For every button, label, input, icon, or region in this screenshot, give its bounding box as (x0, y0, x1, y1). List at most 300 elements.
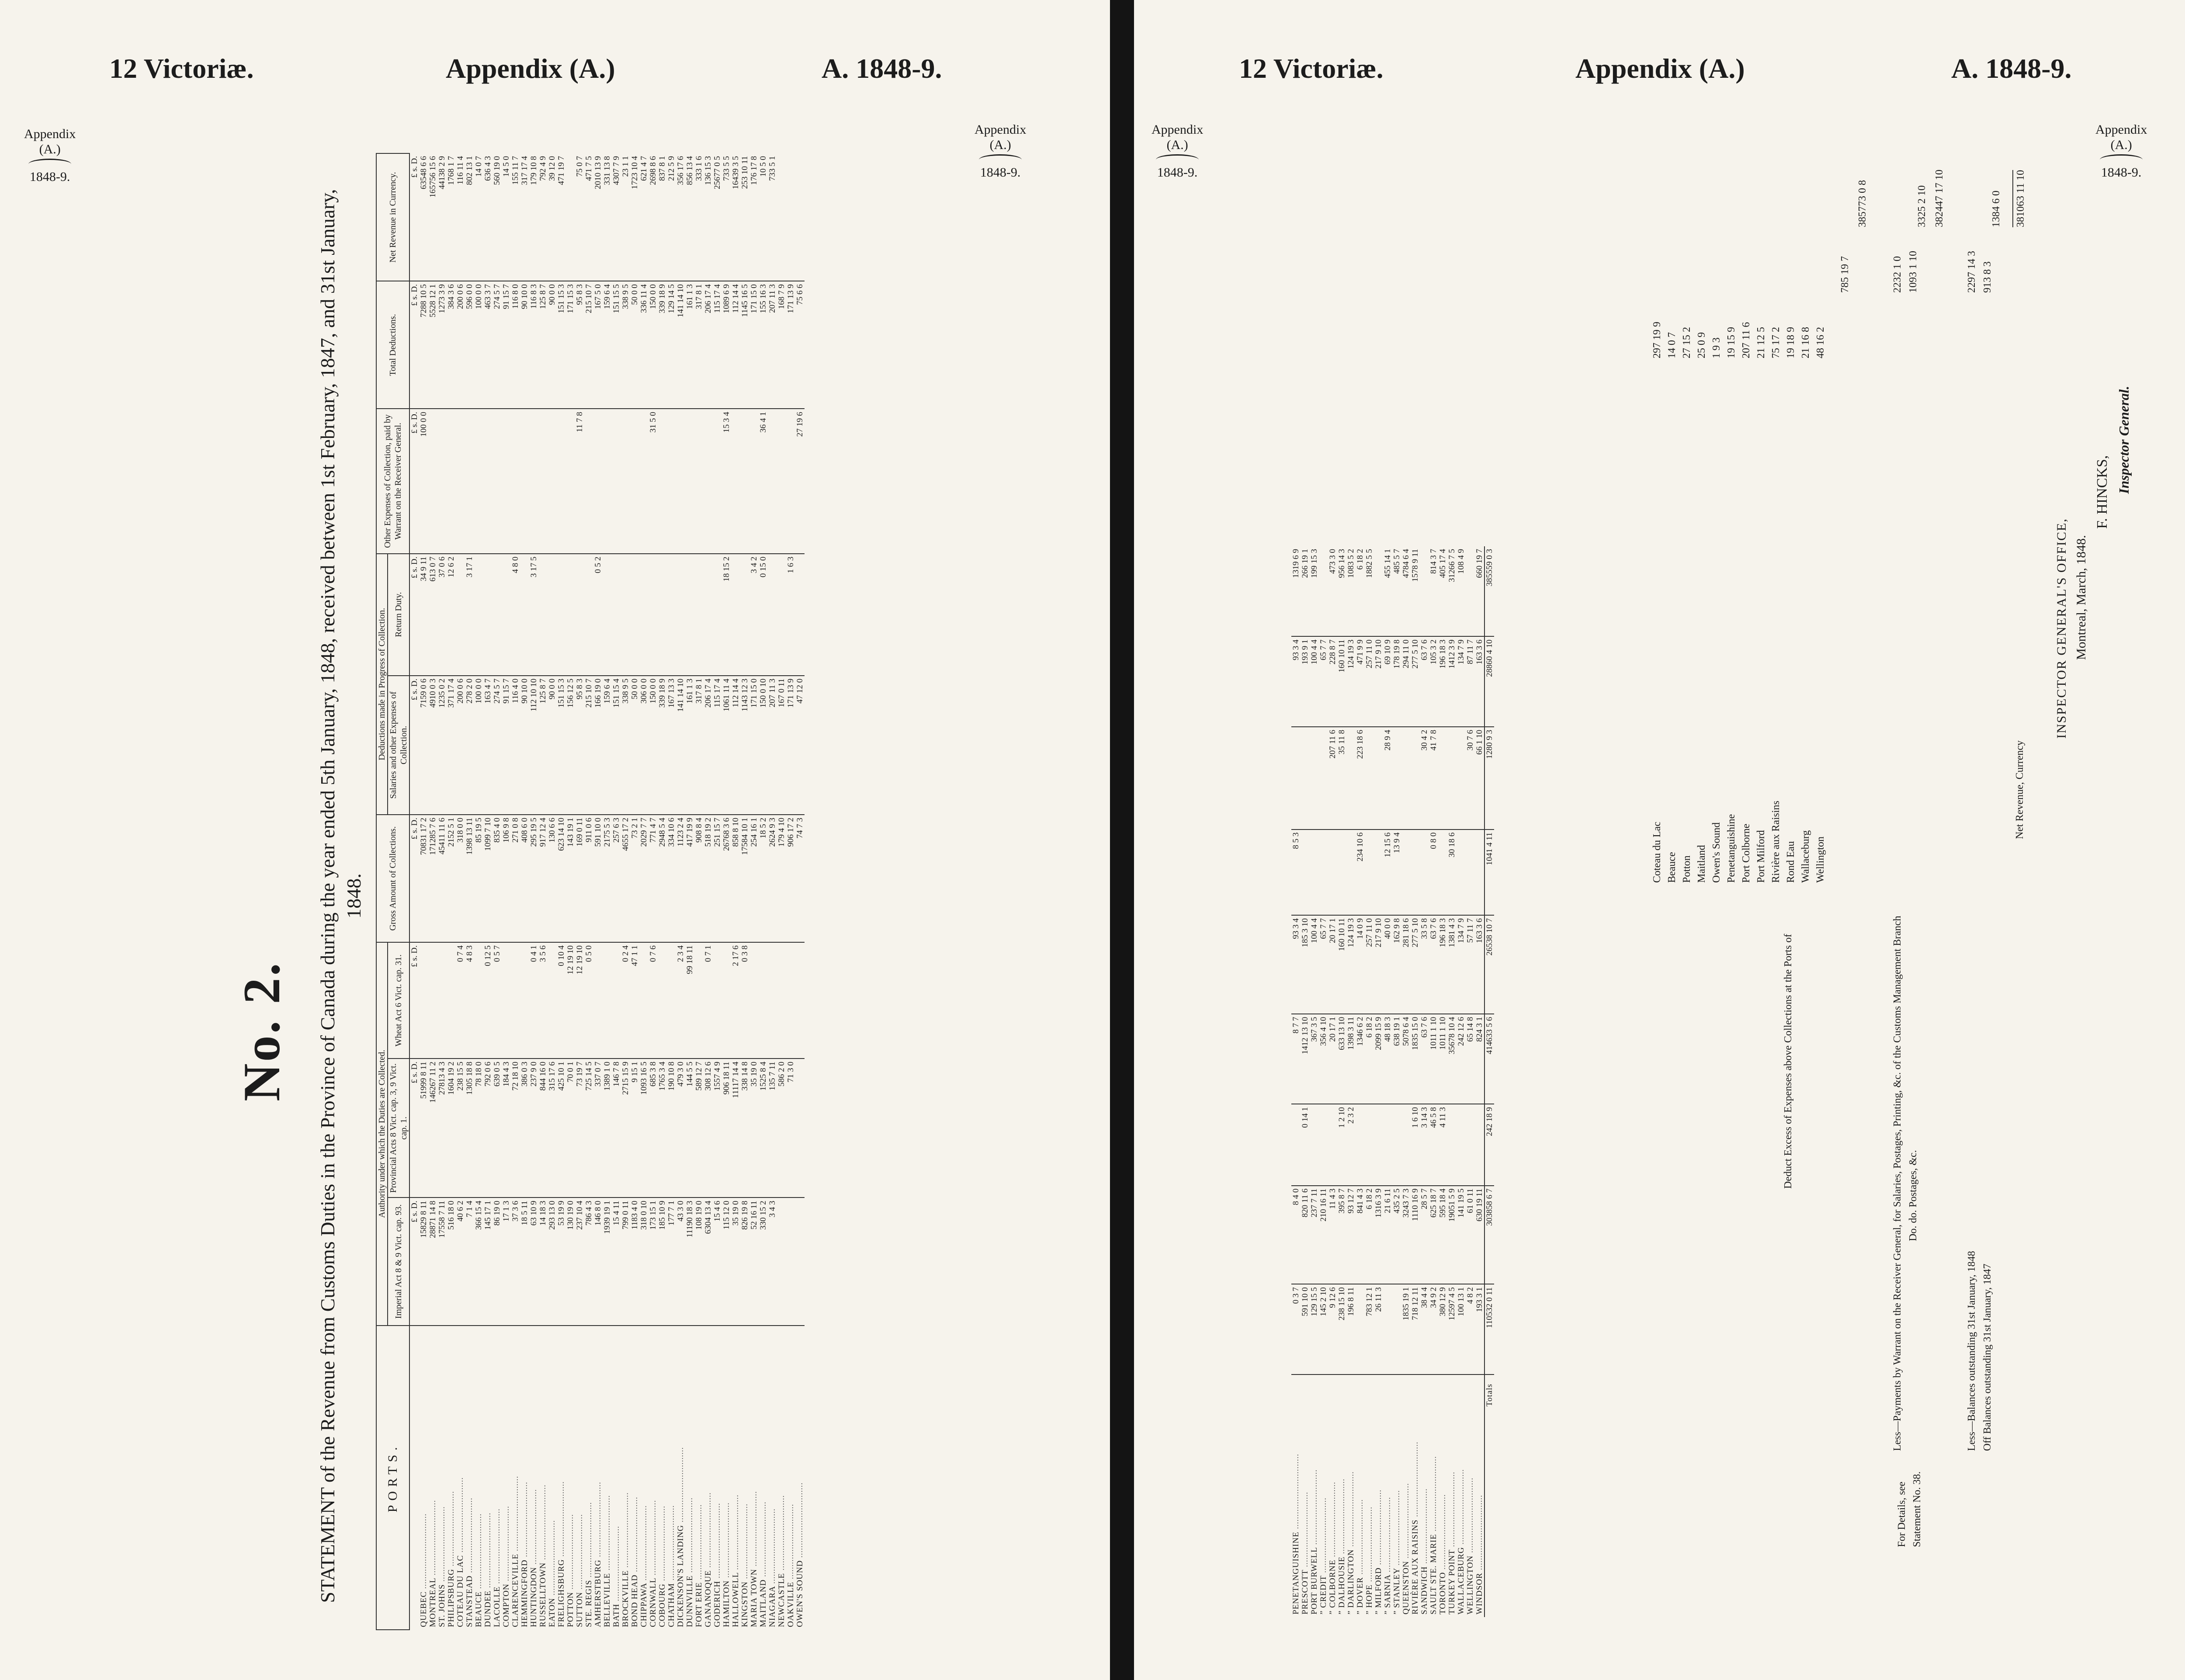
cell-wheat (749, 942, 759, 1059)
table-row (1346, 546, 1356, 1617)
deduct-port-row (1754, 227, 1769, 883)
cell-net: 2698 8 6 (649, 153, 658, 281)
cell-total: 151 15 5 (612, 281, 621, 409)
cell-return (1374, 830, 1383, 915)
cell-net (1420, 546, 1429, 636)
deduct-port-row (1650, 227, 1665, 883)
cell-total: 150 0 0 (649, 281, 658, 409)
cell-gross: 633 13 10 (1337, 1014, 1346, 1104)
header-appendix: Appendix (A.) (1575, 53, 1745, 84)
cell-net: 136 15 3 (704, 153, 713, 281)
cell-return (713, 554, 722, 676)
cell-return: 3 4 2 (749, 554, 759, 676)
cell-return (795, 554, 805, 676)
cell-total: 168 7 9 (777, 281, 786, 409)
cell-return (685, 554, 694, 676)
cell-total: 1412 3 9 (1447, 636, 1457, 726)
cell-imperial: 86 19 0 (492, 1198, 502, 1325)
cell-provincial: 237 7 11 (1310, 1186, 1319, 1284)
cell-salaries: 151 15 4 (612, 676, 621, 815)
cell-salaries: 116 4 0 (511, 676, 520, 815)
header-appendix: Appendix (A.) (446, 53, 615, 84)
port-name: KINGSTON .............................. (740, 1503, 749, 1627)
table-row (1328, 546, 1337, 1617)
cell-imperial: 193 3 1 (1475, 1284, 1484, 1375)
cell-gross: 271 0 8 (511, 815, 520, 942)
table-row (667, 153, 676, 1630)
table-row (1310, 546, 1319, 1617)
cell-gross: 74 7 3 (795, 815, 805, 942)
table-row (649, 153, 658, 1630)
cell-net: 266 19 1 (1301, 546, 1310, 636)
cell-other (1301, 727, 1310, 830)
deduct-port-name: Wellington (1815, 836, 1826, 883)
cell-wheat (1374, 1104, 1383, 1185)
deduct-port-amount: 1 9 3 (1711, 337, 1722, 358)
cell-return (768, 554, 777, 676)
cell-total: 7288 10 5 (419, 281, 428, 409)
cell-total: 124 19 3 (1346, 636, 1356, 726)
cell-net: 75 0 7 (575, 153, 584, 281)
cell-wheat: 0 7 1 (704, 942, 713, 1059)
cell-net (786, 153, 795, 281)
cell-gross: 45411 11 6 (437, 815, 447, 942)
port-name: ” CREDIT .............................. (1319, 1497, 1328, 1614)
cell-other (603, 409, 612, 553)
cell-gross: 63 7 6 (1420, 1014, 1429, 1104)
cell-other (492, 409, 502, 553)
cell-gross: 334 10 6 (667, 815, 676, 942)
cell-wheat (612, 942, 621, 1059)
cell-provincial: 238 15 5 (456, 1059, 465, 1198)
cell-provincial: 78 18 0 (474, 1059, 483, 1198)
deduct-net: 385773 0 8 (1857, 180, 1868, 227)
port-name: BROCKVILLE .............................. (621, 1492, 630, 1627)
cell-wheat (759, 942, 768, 1059)
cell-wheat (1319, 1104, 1328, 1185)
table-row (1401, 546, 1411, 1617)
units-label: £ s. D. (409, 153, 419, 281)
deduct-port-row (1679, 227, 1694, 883)
cell-salaries: 163 4 7 (483, 676, 492, 815)
revenue-table-continued-body (1291, 546, 1494, 1617)
port-name: NIAGARA .............................. (768, 1508, 777, 1627)
port-name: COMPTON .............................. (502, 1506, 511, 1627)
cell-wheat (447, 942, 456, 1059)
cell-total: 129 14 5 (667, 281, 676, 409)
cell-gross: 518 19 2 (704, 815, 713, 942)
deduct-port-amount: 48 16 2 (1815, 327, 1826, 358)
table-row (676, 153, 685, 1630)
cell-gross: 356 4 10 (1319, 1014, 1328, 1104)
cell-imperial: 7 1 4 (465, 1198, 474, 1325)
cell-imperial: 1939 19 1 (603, 1198, 612, 1325)
cell-salaries: 125 8 7 (538, 676, 548, 815)
cell-wheat: 0 7 4 (456, 942, 465, 1059)
cell-total: 125 8 7 (538, 281, 548, 409)
deduct-port-amount: 14 0 7 (1666, 332, 1678, 358)
table-row (786, 153, 795, 1630)
cell-other (630, 409, 639, 553)
cell-provincial: 1305 18 8 (465, 1059, 474, 1198)
port-name: NEWCASTLE .............................. (777, 1495, 786, 1627)
cell-gross: 2175 5 3 (603, 815, 612, 942)
cell-gross: 171285 7 6 (428, 815, 437, 942)
cell-salaries: 217 9 10 (1374, 915, 1383, 1014)
table-row (731, 153, 740, 1630)
table-row (538, 153, 548, 1630)
cell-return (621, 554, 630, 676)
cell-imperial: 11190 18 3 (685, 1198, 694, 1325)
cell-wheat (1466, 1104, 1475, 1185)
port-name: HAMILTON .............................. (722, 1502, 731, 1627)
cell-return (1457, 830, 1466, 915)
cell-other (548, 409, 557, 553)
cell-gross: 5078 6 4 (1401, 1014, 1411, 1104)
cell-total: 171 13 9 (786, 281, 795, 409)
cell-other (768, 409, 777, 553)
cell-gross: 771 4 7 (649, 815, 658, 942)
cell-gross: 295 19 5 (529, 815, 538, 942)
cell-provincial: 28 5 7 (1420, 1186, 1429, 1284)
cell-wheat (1447, 1104, 1457, 1185)
cell-provincial: 27813 4 3 (437, 1059, 447, 1198)
cell-other (612, 409, 621, 553)
cell-imperial: 26 11 3 (1374, 1284, 1383, 1375)
cell-other (685, 409, 694, 553)
port-name: ” HOPE .............................. (1365, 1506, 1374, 1614)
cell-wheat: 0 5 0 (584, 942, 593, 1059)
port-name: OAKVILLE .............................. (786, 1503, 795, 1627)
cell-net: 116 11 4 (456, 153, 465, 281)
cell-provincial: 237 9 0 (529, 1059, 538, 1198)
details-line2: Do. do. Postages, &c. (1908, 1150, 1919, 1241)
cell-provincial: 906 18 11 (722, 1059, 731, 1198)
port-name: BOND HEAD .............................. (630, 1496, 639, 1627)
cell-gross: 908 8 4 (694, 815, 704, 942)
cell-gross: 254 16 1 (749, 815, 759, 942)
cell-net: 1578 9 11 (1411, 546, 1420, 636)
cell-salaries: 33 5 8 (1420, 915, 1429, 1014)
deduct-port-amount: 297 19 9 (1651, 322, 1663, 358)
cell-return: 3 17 1 (465, 554, 474, 676)
deduct-port-row (1783, 227, 1798, 883)
cell-salaries: 156 12 5 (566, 676, 575, 815)
cell-imperial: 591 10 0 (1301, 1284, 1310, 1375)
port-name: OWEN'S SOUND .............................. (795, 1482, 805, 1627)
cell-imperial (1383, 1284, 1392, 1375)
cell-imperial: 196 8 11 (1346, 1284, 1356, 1375)
cell-imperial: 18 5 11 (520, 1198, 529, 1325)
margin-note-right: Appendix (A.) 1848-9. (2095, 122, 2147, 180)
cell-other (658, 409, 667, 553)
cell-provincial: 586 2 0 (777, 1059, 786, 1198)
cell-return: 3 17 5 (529, 554, 538, 676)
cell-gross: 242 12 6 (1457, 1014, 1466, 1104)
table-row (575, 153, 584, 1630)
cell-other (1411, 727, 1420, 830)
cell-imperial: 1835 19 1 (1401, 1284, 1411, 1375)
cell-other (1457, 727, 1466, 830)
cell-provincial: 639 0 5 (492, 1059, 502, 1198)
cell-wheat: 2 17 6 (731, 942, 740, 1059)
port-name: QUEENSTON .............................. (1401, 1483, 1411, 1614)
cell-imperial: 15829 8 11 (419, 1198, 428, 1325)
cell-total: 217 9 10 (1374, 636, 1383, 726)
cell-net: 471 7 5 (584, 153, 593, 281)
cell-return: 12 15 6 (1383, 830, 1392, 915)
cell-wheat: 47 1 1 (630, 942, 639, 1059)
port-name: EATON .............................. (548, 1520, 557, 1627)
port-name: ” MILFORD .............................. (1374, 1489, 1383, 1614)
cell-provincial: 19051 5 9 (1447, 1186, 1457, 1284)
cell-return (667, 554, 676, 676)
cell-imperial: 53 19 9 (557, 1198, 566, 1325)
totals-gross: 414633 5 6 (1484, 1014, 1494, 1104)
header-session: 12 Victoriæ. (1239, 53, 1384, 84)
col-gross: Gross Amount of Collections. (376, 815, 409, 942)
cell-net: 814 3 7 (1429, 546, 1438, 636)
cell-gross: 85 19 5 (474, 815, 483, 942)
cell-total: 50 0 0 (630, 281, 639, 409)
cell-imperial: 100 13 1 (1457, 1284, 1466, 1375)
cell-net: 10 5 0 (759, 153, 768, 281)
cell-return: 234 10 6 (1356, 830, 1365, 915)
table-row (768, 153, 777, 1630)
cell-salaries: 141 14 10 (676, 676, 685, 815)
cell-gross: 48 18 3 (1383, 1014, 1392, 1104)
table-row (474, 153, 483, 1630)
cell-wheat: 1 6 10 (1411, 1104, 1420, 1185)
cell-wheat (786, 942, 795, 1059)
cell-wheat: 0 4 1 (529, 942, 538, 1059)
cell-imperial (1356, 1284, 1365, 1375)
table-row (1457, 546, 1466, 1617)
cell-imperial: 237 10 4 (575, 1198, 584, 1325)
cell-total: 167 5 0 (593, 281, 603, 409)
cell-gross: 911 0 6 (584, 815, 593, 942)
cell-gross: 835 4 0 (492, 815, 502, 942)
right-page (1134, 0, 2185, 1680)
cell-wheat (1401, 1104, 1411, 1185)
details-line2-amount: 1093 1 10 (1908, 251, 1919, 293)
cell-gross: 417 19 9 (685, 815, 694, 942)
cell-wheat (593, 942, 603, 1059)
deduct-port-row (1813, 227, 1828, 883)
cell-imperial: 15 4 6 (713, 1198, 722, 1325)
cell-total: 116 8 3 (529, 281, 538, 409)
rotated-statement-left (227, 149, 1079, 1635)
cell-provincial: 61 0 11 (1466, 1186, 1475, 1284)
cell-other (456, 409, 465, 553)
cell-net: 660 19 7 (1475, 546, 1484, 636)
totals-wheat: 242 18 9 (1484, 1104, 1494, 1185)
cell-total: 1145 16 5 (740, 281, 749, 409)
cell-wheat: 12 19 10 (566, 942, 575, 1059)
cell-return: 37 0 6 (437, 554, 447, 676)
port-name: COTEAU DU LAC .............................. (456, 1477, 465, 1627)
cell-imperial: 330 15 2 (759, 1198, 768, 1325)
port-name: TORONTO .............................. (1438, 1494, 1447, 1614)
cell-return (639, 554, 649, 676)
cell-other (529, 409, 538, 553)
cell-total: 336 11 4 (639, 281, 649, 409)
cell-return (676, 554, 685, 676)
deduct-port-name: Rivière aux Raisins (1770, 801, 1782, 883)
table-row (529, 153, 538, 1630)
cell-return: 12 6 2 (447, 554, 456, 676)
deduct-port-row (1724, 227, 1739, 883)
cell-total: 112 14 4 (731, 281, 740, 409)
cell-imperial (777, 1198, 786, 1325)
cell-salaries: 100 0 0 (474, 676, 483, 815)
signature-block (2052, 386, 2134, 739)
cell-return (1337, 830, 1346, 915)
cell-total: 339 18 9 (658, 281, 667, 409)
cell-provincial: 11117 14 4 (731, 1059, 740, 1198)
cell-net: 837 8 1 (658, 153, 667, 281)
details-line1-amount: 2232 1 0 (1892, 256, 1903, 293)
cell-imperial: 185 10 9 (658, 1198, 667, 1325)
table-row (1374, 546, 1383, 1617)
cell-imperial: 718 12 11 (1411, 1284, 1420, 1375)
cell-other (731, 409, 740, 553)
cell-provincial: 51999 8 11 (419, 1059, 428, 1198)
cell-wheat (1291, 1104, 1301, 1185)
deduct-excess-list (1650, 227, 1828, 883)
cell-imperial: 145 17 1 (483, 1198, 492, 1325)
cell-return: 4 8 0 (511, 554, 520, 676)
cell-other (474, 409, 483, 553)
table-row (1356, 546, 1365, 1617)
cell-net: 199 15 3 (1310, 546, 1319, 636)
cell-imperial: 826 19 8 (740, 1198, 749, 1325)
cell-net: 4784 6 4 (1401, 546, 1411, 636)
cell-salaries: 4910 0 3 (428, 676, 437, 815)
cell-imperial: 6304 13 4 (704, 1198, 713, 1325)
cell-provincial: 73 19 7 (575, 1059, 584, 1198)
col-authority-group: Authority under which the Duties are Collected. (376, 942, 388, 1325)
table-row (759, 153, 768, 1630)
cell-return (1401, 830, 1411, 915)
cell-wheat: 0 5 7 (492, 942, 502, 1059)
cell-wheat: 0 3 8 (740, 942, 749, 1059)
col-net-revenue: Net Revenue in Currency. (376, 153, 409, 281)
port-name: ” DARLINGTON .............................. (1346, 1471, 1356, 1614)
cell-total: 90 0 0 (548, 281, 557, 409)
cell-other: 11 7 8 (575, 409, 584, 553)
details-result: 382447 17 10 (1934, 170, 1945, 227)
cell-other (511, 409, 520, 553)
cell-imperial: 14 18 3 (538, 1198, 548, 1325)
cell-provincial: 1557 4 9 (713, 1059, 722, 1198)
cell-other (1374, 727, 1383, 830)
cell-provincial: 146267 11 2 (428, 1059, 437, 1198)
cell-net: 471 19 7 (557, 153, 566, 281)
cell-gross: 1835 15 0 (1411, 1014, 1420, 1104)
cell-gross: 1123 2 4 (676, 815, 685, 942)
cell-other (694, 409, 704, 553)
cell-imperial: 35 19 0 (731, 1198, 740, 1325)
cell-net: 155 11 7 (511, 153, 520, 281)
cell-other (447, 409, 456, 553)
cell-provincial: 190 10 8 (667, 1059, 676, 1198)
cell-total: 338 9 5 (621, 281, 630, 409)
cell-salaries: 124 19 3 (1346, 915, 1356, 1014)
cell-other: 27 19 6 (795, 409, 805, 553)
cell-salaries: 185 3 10 (1301, 915, 1310, 1014)
cell-other (566, 409, 575, 553)
cell-wheat (713, 942, 722, 1059)
document-number: No. 2. (232, 961, 291, 1101)
col-deductions-group: Deductions made in Progress of Collection. (376, 554, 388, 815)
deduct-port-name: Maitland (1696, 845, 1707, 883)
port-name: ” DOVER .............................. (1356, 1499, 1365, 1614)
revenue-table-continued (1291, 546, 1494, 1617)
cell-net: 212 5 9 (667, 153, 676, 281)
cell-net: 165756 15 6 (428, 153, 437, 281)
port-name: TURKEY POINT .............................. (1447, 1472, 1457, 1614)
cell-other: 35 11 8 (1337, 727, 1346, 830)
cell-gross: 1346 6 2 (1356, 1014, 1365, 1104)
cell-wheat: 2 3 2 (1346, 1104, 1356, 1185)
port-name: ” STANLEY .............................. (1392, 1490, 1401, 1614)
cell-return (1319, 830, 1328, 915)
cell-total: 207 11 3 (768, 281, 777, 409)
deduct-port-row (1665, 227, 1679, 883)
cell-imperial: 28871 14 8 (428, 1198, 437, 1325)
totals-label: Totals (1484, 1375, 1494, 1617)
cell-wheat (437, 942, 447, 1059)
cell-other (749, 409, 759, 553)
cell-imperial: 318 0 10 (639, 1198, 649, 1325)
cell-salaries: 339 18 9 (658, 676, 667, 815)
cell-provincial: 435 2 5 (1392, 1186, 1401, 1284)
cell-total: 69 10 9 (1383, 636, 1392, 726)
net-revenue-label: Net Revenue, Currency (2014, 740, 2025, 839)
cell-salaries: 215 10 7 (584, 676, 593, 815)
units-label: £ s. D. (409, 815, 419, 942)
cell-gross: 2029 7 7 (639, 815, 649, 942)
cell-gross: 179 4 10 (777, 815, 786, 942)
cell-imperial: 177 7 1 (667, 1198, 676, 1325)
table-row (777, 153, 786, 1630)
deduct-port-name: Potton (1681, 855, 1693, 883)
cell-provincial: 3243 7 3 (1401, 1186, 1411, 1284)
cell-wheat: 0 14 1 (1301, 1104, 1310, 1185)
cell-return (630, 554, 639, 676)
cell-gross: 1011 1 10 (1429, 1014, 1438, 1104)
cell-total: 159 6 4 (603, 281, 612, 409)
signature-title: Inspector General. (2116, 385, 2132, 494)
cell-salaries: 91 15 7 (502, 676, 511, 815)
cell-net (1319, 546, 1328, 636)
cell-imperial: 3 4 3 (768, 1198, 777, 1325)
deduct-port-name: Port Colborne (1741, 823, 1752, 883)
cell-salaries: 57 11 7 (1466, 915, 1475, 1014)
port-name: ST. JOHNS .............................. (437, 1506, 447, 1627)
cell-imperial: 12597 4 5 (1447, 1284, 1457, 1375)
deduct-port-row (1769, 227, 1783, 883)
col-imperial: Imperial Act 8 & 9 Vict. cap. 93. (388, 1198, 409, 1325)
cell-other (639, 409, 649, 553)
cell-salaries: 281 18 6 (1401, 915, 1411, 1014)
cell-provincial: 685 3 8 (649, 1059, 658, 1198)
cell-total: 596 0 0 (465, 281, 474, 409)
cell-total: 90 10 0 (520, 281, 529, 409)
cell-other (1319, 727, 1328, 830)
cell-wheat (548, 942, 557, 1059)
